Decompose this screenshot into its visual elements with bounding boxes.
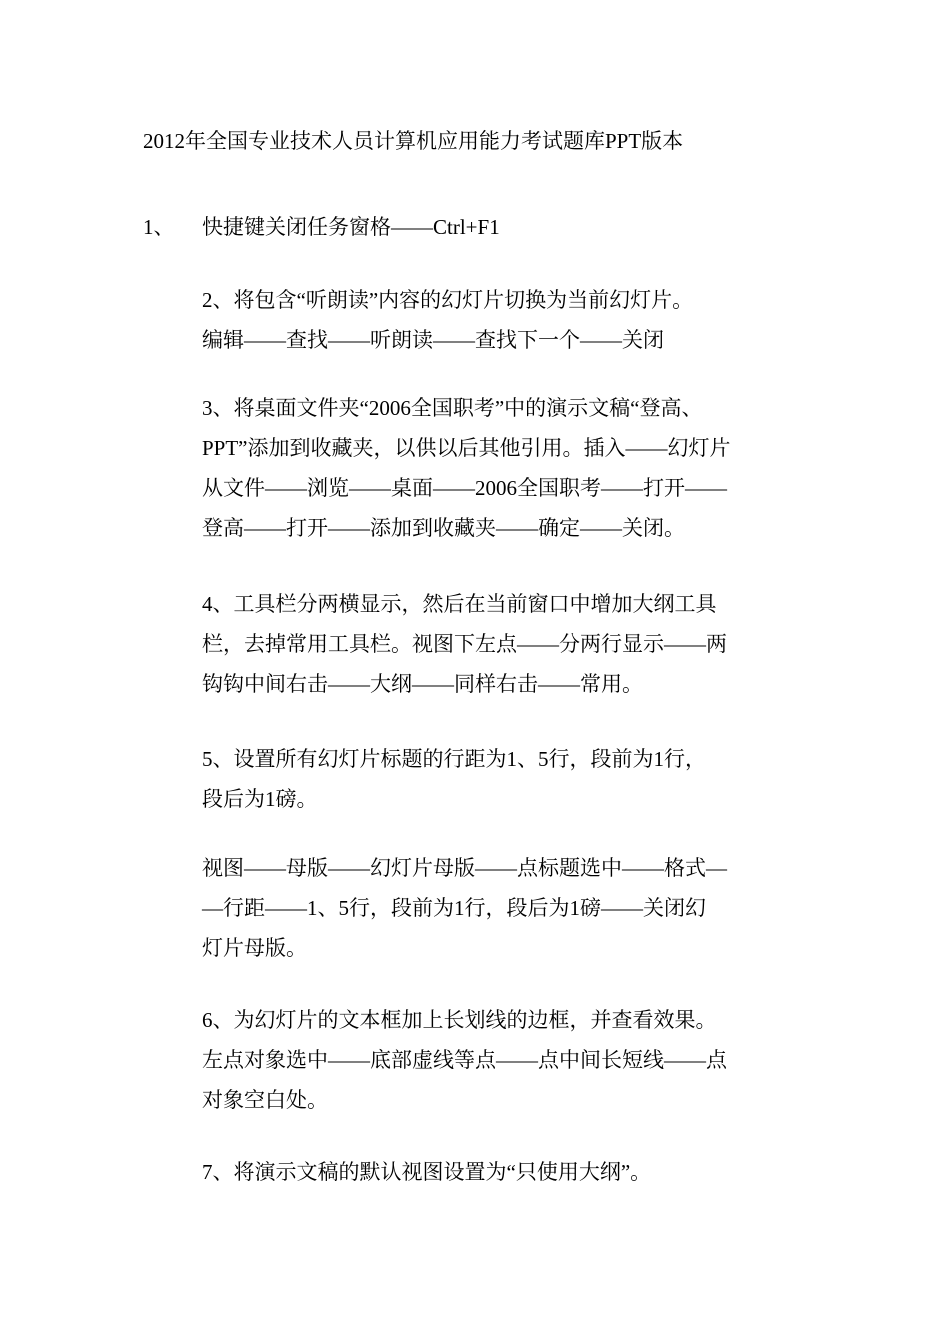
paragraph-line: 段后为1磅。 <box>202 787 318 811</box>
paragraph-question-4 <box>202 584 842 704</box>
paragraph-line: 3、将桌面文件夹“2006全国职考”中的演示文稿“登高、 <box>202 396 703 420</box>
paragraph-question-6 <box>202 1000 842 1120</box>
document-title: 2012年全国专业技术人员计算机应用能力考试题库PPT版本 <box>143 129 684 153</box>
paragraph-line: 从文件——浏览——桌面——2006全国职考——打开—— <box>202 476 727 500</box>
paragraph-line: 7、将演示文稿的默认视图设置为“只使用大纲”。 <box>202 1160 652 1184</box>
paragraph-line: 视图——母版——幻灯片母版——点标题选中——格式— <box>202 856 727 880</box>
paragraph-line: —行距——1、5行，段前为1行，段后为1磅——关闭幻 <box>202 896 706 920</box>
list-item-text: 快捷键关闭任务窗格——Ctrl+F1 <box>202 215 500 239</box>
paragraph-line: 对象空白处。 <box>202 1088 328 1112</box>
paragraph-line: 4、工具栏分两横显示，然后在当前窗口中增加大纲工具 <box>202 592 717 616</box>
paragraph-line: PPT”添加到收藏夹，以供以后其他引用。插入——幻灯片 <box>202 436 731 460</box>
paragraph-answer-5 <box>202 848 842 968</box>
paragraph-line: 2、将包含“听朗读”内容的幻灯片切换为当前幻灯片。 <box>202 288 694 312</box>
paragraph-question-7 <box>202 1152 842 1192</box>
paragraph-line: 编辑——查找——听朗读——查找下一个——关闭 <box>202 328 664 352</box>
paragraph-line: 钩钩中间右击——大纲——同样右击——常用。 <box>202 672 643 696</box>
paragraph-line: 6、为幻灯片的文本框加上长划线的边框，并查看效果。 <box>202 1008 717 1032</box>
paragraph-question-5 <box>202 739 842 819</box>
list-item-number: 1、 <box>143 215 175 239</box>
paragraph-question-2 <box>202 280 842 360</box>
list-item-1 <box>143 212 500 242</box>
paragraph-line: 5、设置所有幻灯片标题的行距为1、5行，段前为1行， <box>202 747 706 771</box>
paragraph-line: 灯片母版。 <box>202 936 307 960</box>
paragraph-line: 栏，去掉常用工具栏。视图下左点——分两行显示——两 <box>202 632 727 656</box>
paragraph-line: 登高——打开——添加到收藏夹——确定——关闭。 <box>202 516 685 540</box>
paragraph-question-3 <box>202 388 842 548</box>
paragraph-line: 左点对象选中——底部虚线等点——点中间长短线——点 <box>202 1048 727 1072</box>
